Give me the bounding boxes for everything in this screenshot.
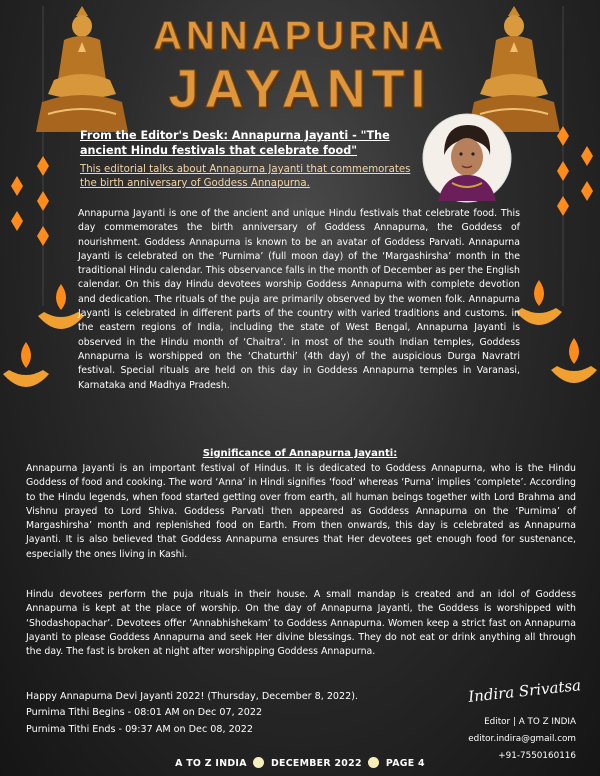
tithi-ends-line: Purnima Tithi Ends - 09:37 AM on Dec 08, 2022: [26, 723, 253, 735]
tithi-begins-line: Purnima Tithi Begins - 08:01 AM on Dec 07, 2022: [26, 707, 263, 719]
greeting-line: Happy Annapurna Devi Jayanti 2022! (Thursday, December 8, 2022).: [26, 691, 359, 702]
intro-paragraph: Annapurna Jayanti is one of the ancient and unique Hindu festivals that celebrate food. This day commemorates the birth anniversary of Goddess Annapurna, the Goddess of nourishment. Goddess Annapurna is known to be an avatar of Goddess Parvati. Annapurna Jayanti is celebrated on the ‘Purnima’ (full moon day) of the ‘Margashirsha’ month in the traditional Hindu calendar. This observance falls in the month of December as per the English calendar. On this day Hindu devotees worship Goddess Annapurna with complete devotion and dedication. The rituals of the puja are primarily observed by the women folk. Annapurna Jayanti is celebrated in different parts of the country with varied traditions and customs. in the eastern regions of India, including the state of West Bengal, Annapurna Jayanti is observed in the Hindu month of ‘Chaitra’. in most of the south Indian temples, Goddess Annapurna is worshipped on the ‘Chaturthi’ (4th day) of the auspicious Durga Navratri festival. Special rituals are held on this day in Goddess Annapurna temples in Varanasi, Karnataka and Madhya Pradesh.: [78, 208, 520, 391]
diya-lamp-left-lower-icon: [0, 340, 52, 400]
rituals-paragraph: Hindu devotees perform the puja rituals in their house. A small mandap is created and an idol of Goddess Annapurna is kept at the place of worship. On the day of Annapurna Jayanti, the Goddess is worshipped with ‘Shodashopachar’. Devotees offer ‘Annabhishekam’ to Goddess Annapurna. Women keep a strict fast on Annapurna Jayanti to please Goddess Annapurna and seek Her divine blessings. They do not eat or drink anything all through the day. The fast is broken at night after worshipping Goddess Annapurna.: [26, 589, 576, 658]
editor-email[interactable]: editor.indira@gmail.com: [468, 734, 576, 744]
footer-magazine: A TO Z INDIA: [175, 758, 247, 769]
separator-dot-icon: [253, 757, 264, 768]
editor-role: Editor | A TO Z INDIA: [484, 717, 576, 727]
editor-portrait-avatar: [422, 113, 512, 203]
separator-dot-icon: [368, 757, 379, 768]
editor-heading: From the Editor's Desk: Annapurna Jayanti - "The ancient Hindu festivals that celebrate food": [80, 129, 390, 157]
diya-lamp-right-lower-icon: [548, 336, 600, 396]
title-line-2: JAYANTI: [168, 59, 432, 119]
editor-subheading: This editorial talks about Annapurna Jayanti that commemorates the birth anniversary of Goddess Annapurna.: [80, 164, 411, 189]
page-footer-bar: [0, 757, 600, 769]
diya-lamp-right-icon: [514, 278, 564, 338]
significance-heading: Significance of Annapurna Jayanti:: [202, 448, 398, 459]
footer-issue: DECEMBER 2022: [270, 758, 362, 769]
editor-signature: Indira Srivatsa: [467, 676, 582, 706]
footer-page: PAGE 4: [385, 758, 425, 769]
title-line-1: ANNAPURNA: [153, 14, 447, 58]
significance-paragraph: Annapurna Jayanti is an important festival of Hindus. It is dedicated to Goddess Annapurna, who is the Hindu Goddess of food and cooking. The word ‘Anna’ in Hindi signifies ‘food’ whereas ‘Purna’ implies ‘complete’. According to the Hindu legends, when food started getting over from earth, all human beings together with Lord Brahma and Vishnu prayed to Lord Shiva. Goddess Parvati then appeared as Goddess Annapurna on the ‘Purnima’ of Margashirsha’ month and replenished food on Earth. From then onwards, this day is celebrated as Annapurna Jayanti. It is also believed that Goddess Annapurna ensures that Her devotees get enough food for sustenance, especially the ones living in Kashi.: [26, 463, 576, 560]
date-info: [26, 689, 358, 738]
editor-phone: +91-7550160116: [498, 751, 576, 761]
